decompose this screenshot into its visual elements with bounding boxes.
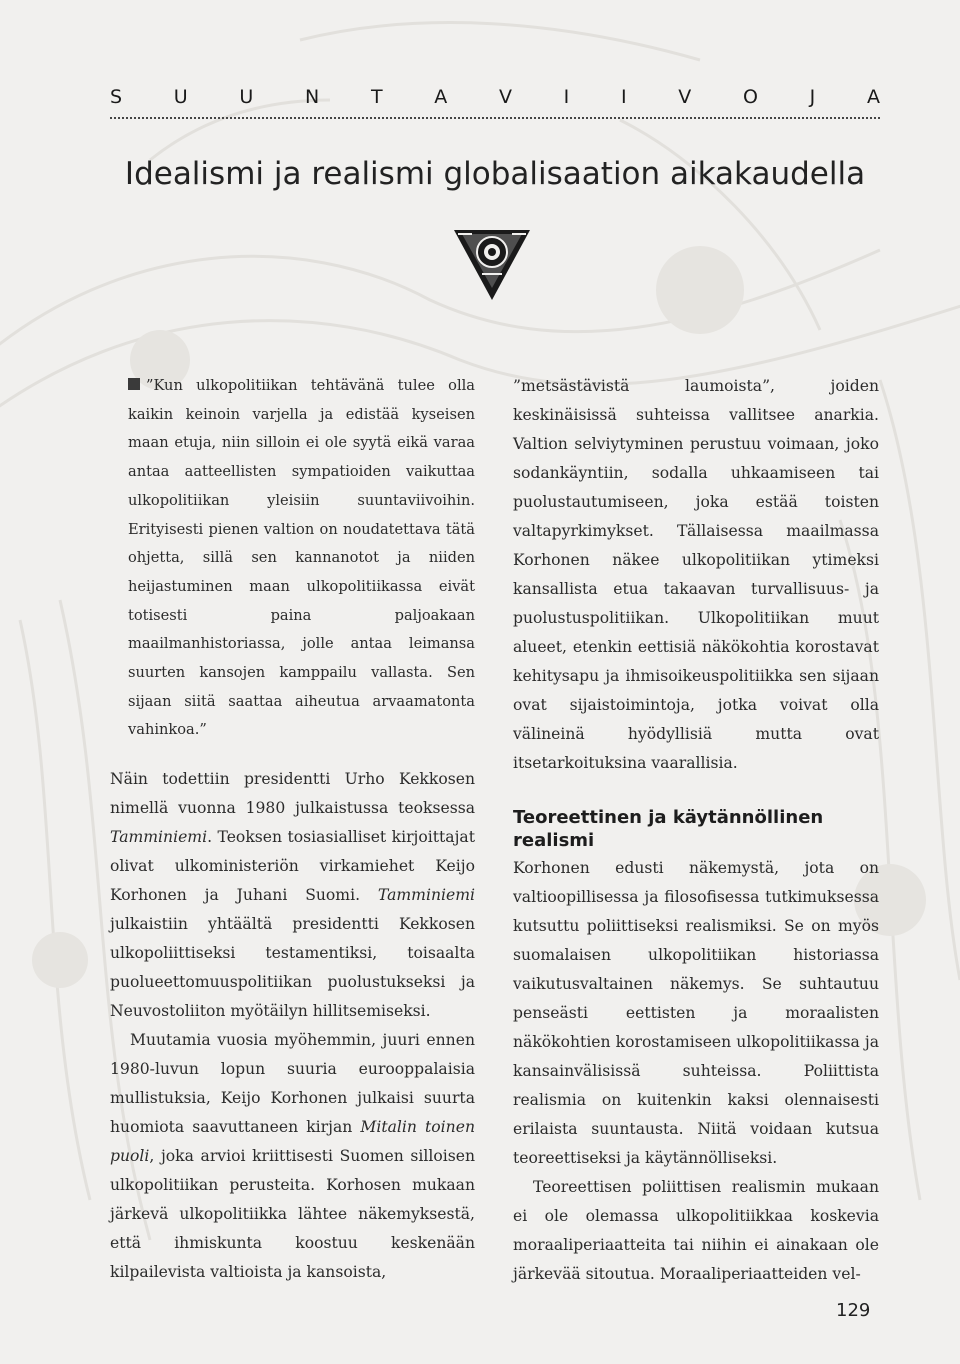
left-column — [110, 372, 475, 1287]
section-subheading: Teoreettinen ja käytännöllinen realismi — [513, 807, 824, 851]
intro-quote-text: ”Kun ulkopolitiikan tehtävänä tulee olla kaikin keinoin varjella ja edistää kyseisen maan etuja, niin silloin ei ole syytä eikä varaa antaa aatteellisten sympatioiden vaikuttaa ulkopolitiikan yleisiin suuntaviivoihin. Erityisesti pienen valtion on noudatettava tätä ohjetta, sillä sen kannanotot ja niiden heijastuminen maan ulkopolitiikassa eivät totisesti paina paljoakaan maailmanhistoriassa, jolle antaa leimansa suurten kansojen kamppailu vallasta. Sen sijaan siitä saattaa aiheutua arvaamatonta vahinkoa.” — [128, 377, 475, 739]
text-run: Muutamia vuosia myöhemmin, juuri ennen 1980-luvun lopun suuria eurooppalaisia mullistuksia, Keijo Korhonen julkaisi suurta huomiota saavuttaneen kirjan — [110, 1031, 475, 1137]
section-header-letter: V — [498, 86, 512, 108]
section-header-letter: A — [866, 86, 880, 108]
section-header-letter: J — [809, 86, 816, 108]
intro-quote — [128, 372, 475, 745]
body-paragraph — [110, 765, 475, 1026]
text-run: julkaistiin yhtäältä presidentti Kekkosen ulkopoliittiseksi testamentiksi, toisaalta puolueettomuuspolitiikan puolustukseksi ja Neuvostoliiton myötäilyn hillitsemiseksi. — [110, 915, 475, 1021]
text-run: , joka arvioi kriittisesti Suomen silloisen ulkopolitiikan perusteita. Korhosen mukaan järkevä ulkopolitiikka lähtee näkemyksestä, että ihmiskunta koostuu keskenään kilpailevista valtioista ja kansoista, — [110, 1147, 475, 1282]
section-header-letter: I — [563, 86, 570, 108]
section-header-letter: A — [434, 86, 448, 108]
triangle-emblem-icon — [452, 226, 532, 302]
body-paragraph: Teoreettisen poliittisen realismin mukaan ei ole olemassa ulkopolitiikkaa koskevia moraaliperiaatteita tai niihin ei ainakaan ole järkevää sitoutua. Moraaliperiaatteiden vel- — [513, 1178, 879, 1283]
section-header-letter: O — [742, 86, 758, 108]
section-header-letter: N — [305, 86, 320, 108]
text-run: . Teoksen tosiasialliset kirjoittajat olivat ulkoministeriön virkamiehet Keijo Korhonen ja Juhani Suomi. — [110, 828, 475, 905]
section-header-letter: U — [173, 86, 188, 108]
book-title: Tamminiemi — [110, 828, 208, 847]
section-header-letter: V — [678, 86, 692, 108]
book-title: Tamminiemi — [377, 886, 475, 905]
header-divider — [110, 117, 880, 119]
right-column — [513, 372, 879, 1289]
bullet-square-icon — [128, 378, 140, 390]
section-header — [110, 86, 880, 108]
body-paragraph: ”metsästävistä laumoista”, joiden keskinäisissä suhteissa vallitsee anarkia. Valtion selviytyminen perustuu voimaan, joko sodankäyntiin, sodalla uhkaamiseen tai puolustautumiseen, joka estää toisten valtapyrkimykset. Tällaisessa maailmassa Korhonen näkee ulkopolitiikan ytimeksi kansallista etua takaavan turvallisuus- ja puolustuspolitiikan. Ulkopolitiikan muut alueet, etenkin eettisiä näkökohtia korostavat kehitysapu ja ihmisoikeuspolitiikka sen sijaan ovat sijaistoimintoja, jotka voivat olla välineinä hyödyllisiä mutta ovat itsetarkoituksina vaarallisia. — [513, 377, 879, 772]
section-header-letter: T — [370, 86, 383, 108]
page-number: 129 — [836, 1300, 871, 1321]
section-header-letter: I — [620, 86, 627, 108]
body-paragraph — [110, 1026, 475, 1287]
article-title: Idealismi ja realismi globalisaation aikakaudella — [124, 155, 866, 192]
body-paragraph: Korhonen edusti näkemystä, jota on valtioopillisessa ja filosofisessa tutkimuksessa kutsuttu poliittiseksi realismiksi. Se on myös suomalaisen ulkopolitiikan historiassa vaikutusvaltainen näkemys. Se suhtautuu penseästi eettisten ja moraalisten näkökohtien korostamiseen ulkopolitiikassa ja kansainvälisissä suhteissa. Poliittista realismia on kuitenkin kaksi olennaisesti erilaista suuntausta. Niitä voidaan kutsua teoreettiseksi ja käytännölliseksi. — [513, 859, 879, 1167]
text-run: Näin todettiin presidentti Urho Kekkosen nimellä vuonna 1980 julkaistussa teoksessa — [110, 770, 475, 818]
section-header-letter: U — [239, 86, 254, 108]
section-header-letter: S — [110, 86, 123, 108]
book-title: Mitalin toinen puoli — [110, 1118, 475, 1166]
